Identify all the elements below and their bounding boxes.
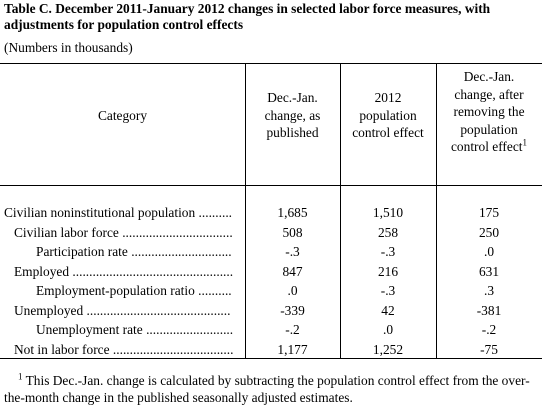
header-published-line: change, as [264,107,321,123]
dot-leader: .................................... [109,341,234,357]
header-control-line: 2012 [374,90,402,105]
header-bottom-rule [0,185,542,186]
cell-published: 1,177 [277,341,308,357]
row-label: Employed ................................................ [14,263,234,279]
row-label: Participation rate .............................. [36,244,232,259]
cell-control-effect: 258 [377,224,399,240]
cell-published: -339 [280,302,305,318]
dot-leader: .......................... [142,322,234,337]
cell-control-effect: 1,510 [372,205,404,220]
header-control-effect [340,89,436,142]
header-after-line: Dec.-Jan. [463,69,515,84]
header-after-line: change, after [454,86,524,102]
header-after-line: control effect [450,139,523,154]
cell-published: 847 [282,263,303,279]
dot-leader: ........................................... [83,302,231,318]
cell-published: .0 [287,283,298,298]
header-after-line: removing the [453,104,525,119]
table-row [0,340,542,359]
cell-after-removal: -.2 [481,322,497,337]
table-row [0,223,542,242]
table-row [0,242,542,261]
header-top-rule [0,63,542,64]
cell-published: -.3 [285,244,300,259]
dot-leader: ................................. [118,224,233,240]
row-label: Civilian noninstitutional population .......... [4,205,233,220]
header-after-line: population [460,121,518,137]
table-subtitle: (Numbers in thousands) [4,40,133,55]
cell-published: 508 [282,224,303,240]
header-control-line: population [359,107,417,123]
cell-control-effect: -.3 [380,244,396,259]
cell-control-effect: 1,252 [372,341,404,357]
table-row [0,301,542,320]
footnote-text: This Dec.-Jan. change is calculated by subtracting the population control effect from the over-the-month change in the published seasonally adjusted estimates. [4,373,530,405]
header-control-line: control effect [352,125,424,140]
cell-published: 1,685 [277,205,308,220]
dot-leader: .......... [195,205,233,220]
row-label: Not in labor force .................................... [14,341,234,357]
cell-published: -.2 [285,322,300,337]
header-category: Category [97,108,148,123]
footnote-marker: 1 [18,371,23,382]
cell-control-effect: 42 [381,302,395,318]
cell-after-removal: 175 [478,205,500,220]
table-row [0,203,542,222]
table-row [0,281,542,300]
footnote-marker: 1 [522,137,527,148]
header-published-line: published [266,125,319,140]
cell-control-effect: -.3 [380,283,396,298]
cell-after-removal: .0 [483,244,495,259]
header-published [245,89,340,142]
footnote [4,372,538,406]
header-published-line: Dec.-Jan. [267,90,318,105]
cell-after-removal: -381 [476,302,502,318]
table-row [0,320,542,339]
dot-leader: .......... [194,283,232,298]
dot-leader: ................................................ [69,263,234,279]
table-title: Table C. December 2011-January 2012 changes in selected labor force measures, with adjustments for population control effects [4,1,491,32]
row-label: Unemployed ........................................... [14,302,231,318]
cell-control-effect: .0 [382,322,394,337]
cell-after-removal: 631 [478,263,500,279]
row-label: Unemployment rate .......................... [36,322,234,337]
cell-control-effect: 216 [377,263,399,279]
cell-after-removal: 250 [478,224,500,240]
row-label: Employment-population ratio .......... [36,283,232,298]
row-label: Civilian labor force ................................. [14,224,233,240]
table-row [0,262,542,281]
dot-leader: .............................. [127,244,232,259]
cell-after-removal: .3 [483,283,495,298]
cell-after-removal: -75 [480,341,498,357]
header-after-removal [436,68,542,156]
